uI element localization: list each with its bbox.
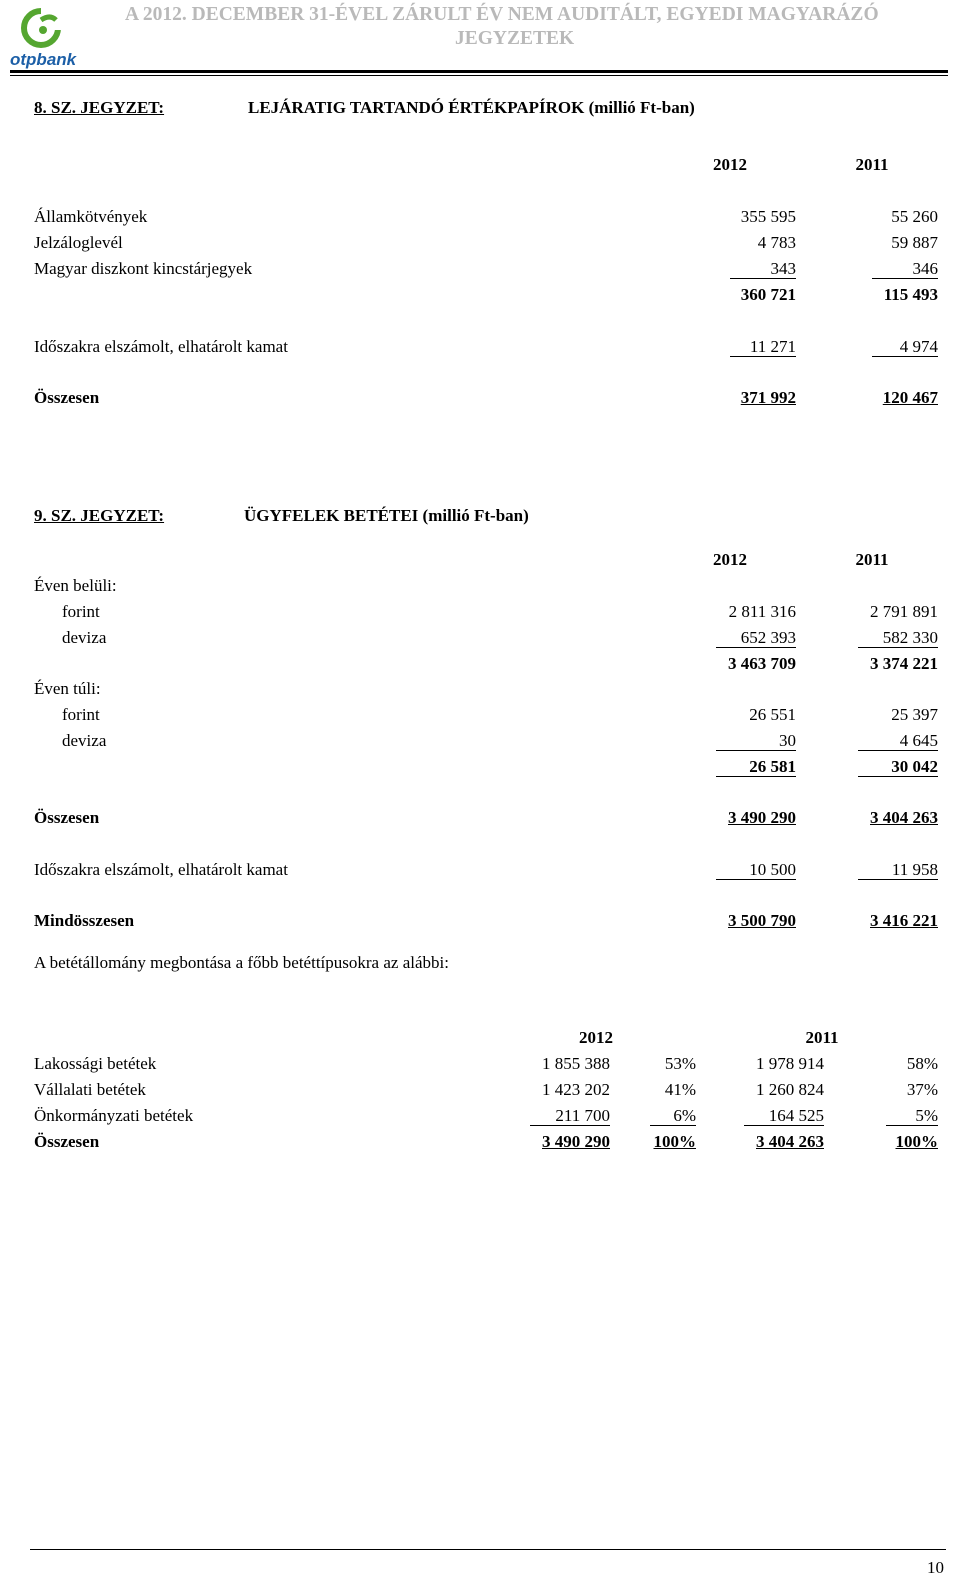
breakdown-2011: 1 260 824 — [756, 1080, 824, 1099]
note9-title: ÜGYFELEK BETÉTEI (millió Ft-ban) — [244, 506, 529, 525]
note9-row-label: forint — [62, 602, 100, 621]
underline — [716, 647, 796, 648]
breakdown-2012: 211 700 — [555, 1106, 610, 1125]
breakdown-label: Önkormányzati betétek — [34, 1106, 194, 1125]
note9-over-subtotal-2011: 30 042 — [891, 757, 938, 776]
breakdown-2012: 1 855 388 — [542, 1054, 610, 1073]
note8-total-label: Összesen — [34, 388, 100, 407]
note8-number: 8. SZ. JEGYZET: — [34, 98, 165, 117]
note9-row-label: deviza — [62, 731, 107, 750]
breakdown-pct-2012: 53% — [664, 1054, 696, 1073]
underline — [730, 278, 796, 279]
note8-interest-2011: 4 974 — [899, 337, 938, 356]
underline — [872, 356, 938, 357]
underline — [872, 278, 938, 279]
underline — [716, 750, 796, 751]
otp-logo-icon — [10, 6, 80, 50]
note9-grand-total-label: Mindösszesen — [34, 911, 135, 930]
header-rule — [10, 70, 948, 73]
underline — [716, 776, 796, 777]
breakdown-pct-2012: 41% — [664, 1080, 696, 1099]
header-title-line2: JEGYZETEK — [455, 28, 575, 49]
note9-row-2012: 30 — [779, 731, 796, 750]
underline — [716, 879, 796, 880]
note8-subtotal-2011: 115 493 — [883, 285, 938, 304]
page-number: 10 — [927, 1558, 944, 1577]
breakdown-2011: 1 978 914 — [756, 1054, 824, 1073]
note9-interest-2011: 11 958 — [891, 860, 938, 879]
note8-row-label: Államkötvények — [34, 207, 148, 226]
note8-row-2012: 4 783 — [757, 233, 796, 252]
note9-grand-total-2012: 3 500 790 — [728, 911, 796, 930]
note8-row-2011: 59 887 — [891, 233, 938, 252]
note8-row-2012: 355 595 — [740, 207, 796, 226]
note8-total-2011: 120 467 — [882, 388, 938, 407]
note9-row-2012: 2 811 316 — [728, 602, 796, 621]
underline — [858, 879, 938, 880]
note9-over-subtotal-2012: 26 581 — [749, 757, 796, 776]
note9-total-2012: 3 490 290 — [728, 808, 796, 827]
note9-row-label: deviza — [62, 628, 107, 647]
breakdown-intro: A betétállomány megbontása a főbb betéttípusokra az alábbi: — [34, 953, 449, 972]
note8-row-2011: 346 — [912, 259, 938, 278]
note8-row-label: Jelzáloglevél — [34, 233, 123, 252]
note8-year-2012: 2012 — [713, 155, 747, 174]
underline — [650, 1125, 696, 1126]
breakdown-label: Vállalati betétek — [34, 1080, 146, 1099]
note8-row-2012: 343 — [770, 259, 796, 278]
otp-logo — [10, 6, 80, 70]
note8-interest-2012: 11 271 — [749, 337, 796, 356]
breakdown-label: Lakossági betétek — [34, 1054, 157, 1073]
breakdown-total-pct-2012: 100% — [653, 1132, 696, 1151]
logo-wordmark: otpbank — [10, 50, 77, 69]
note9-row-2012: 652 393 — [740, 628, 796, 647]
note8-interest-label: Időszakra elszámolt, elhatárolt kamat — [34, 337, 288, 356]
underline — [858, 776, 938, 777]
note9-within-year-label: Éven belüli: — [34, 576, 117, 595]
breakdown-total-label: Összesen — [34, 1132, 100, 1151]
breakdown-2011: 164 525 — [768, 1106, 824, 1125]
header-rule-thin — [10, 75, 948, 76]
note9-row-2012: 26 551 — [749, 705, 796, 724]
note8-year-2011: 2011 — [855, 155, 889, 174]
breakdown-year-2011: 2011 — [805, 1028, 839, 1047]
breakdown-year-2012: 2012 — [579, 1028, 613, 1047]
underline — [858, 750, 938, 751]
note8-row-label: Magyar diszkont kincstárjegyek — [34, 259, 253, 278]
note9-interest-label: Időszakra elszámolt, elhatárolt kamat — [34, 860, 288, 879]
note9-within-subtotal-2011: 3 374 221 — [870, 654, 938, 673]
footer-rule — [30, 1549, 946, 1550]
breakdown-total-2011: 3 404 263 — [756, 1132, 824, 1151]
note9-total-label: Összesen — [34, 808, 100, 827]
breakdown-2012: 1 423 202 — [542, 1080, 610, 1099]
underline — [530, 1125, 610, 1126]
breakdown-pct-2011: 5% — [915, 1106, 938, 1125]
breakdown-pct-2011: 58% — [906, 1054, 938, 1073]
breakdown-pct-2011: 37% — [906, 1080, 938, 1099]
breakdown-total-2012: 3 490 290 — [542, 1132, 610, 1151]
header-title-line1: A 2012. DECEMBER 31-ÉVEL ZÁRULT ÉV NEM AUDITÁLT, EGYEDI MAGYARÁZÓ — [125, 4, 879, 25]
note9-row-2011: 582 330 — [882, 628, 938, 647]
note9-year-2012: 2012 — [713, 550, 747, 569]
breakdown-total-pct-2011: 100% — [895, 1132, 938, 1151]
note9-within-subtotal-2012: 3 463 709 — [728, 654, 796, 673]
note8-title: LEJÁRATIG TARTANDÓ ÉRTÉKPAPÍROK (millió Ft-ban) — [248, 98, 695, 117]
note9-row-2011: 25 397 — [891, 705, 938, 724]
note9-row-2011: 4 645 — [899, 731, 938, 750]
note9-row-2011: 2 791 891 — [870, 602, 938, 621]
breakdown-pct-2012: 6% — [673, 1106, 696, 1125]
note9-number: 9. SZ. JEGYZET: — [34, 506, 165, 525]
note9-year-2011: 2011 — [855, 550, 889, 569]
note9-interest-2012: 10 500 — [749, 860, 796, 879]
note9-total-2011: 3 404 263 — [870, 808, 938, 827]
note9-grand-total-2011: 3 416 221 — [870, 911, 938, 930]
note8-subtotal-2012: 360 721 — [740, 285, 796, 304]
underline — [730, 356, 796, 357]
note9-over-year-label: Éven túli: — [34, 679, 101, 698]
underline — [858, 647, 938, 648]
note8-total-2012: 371 992 — [740, 388, 796, 407]
note9-row-label: forint — [62, 705, 100, 724]
underline — [886, 1125, 938, 1126]
note8-row-2011: 55 260 — [891, 207, 938, 226]
underline — [744, 1125, 824, 1126]
